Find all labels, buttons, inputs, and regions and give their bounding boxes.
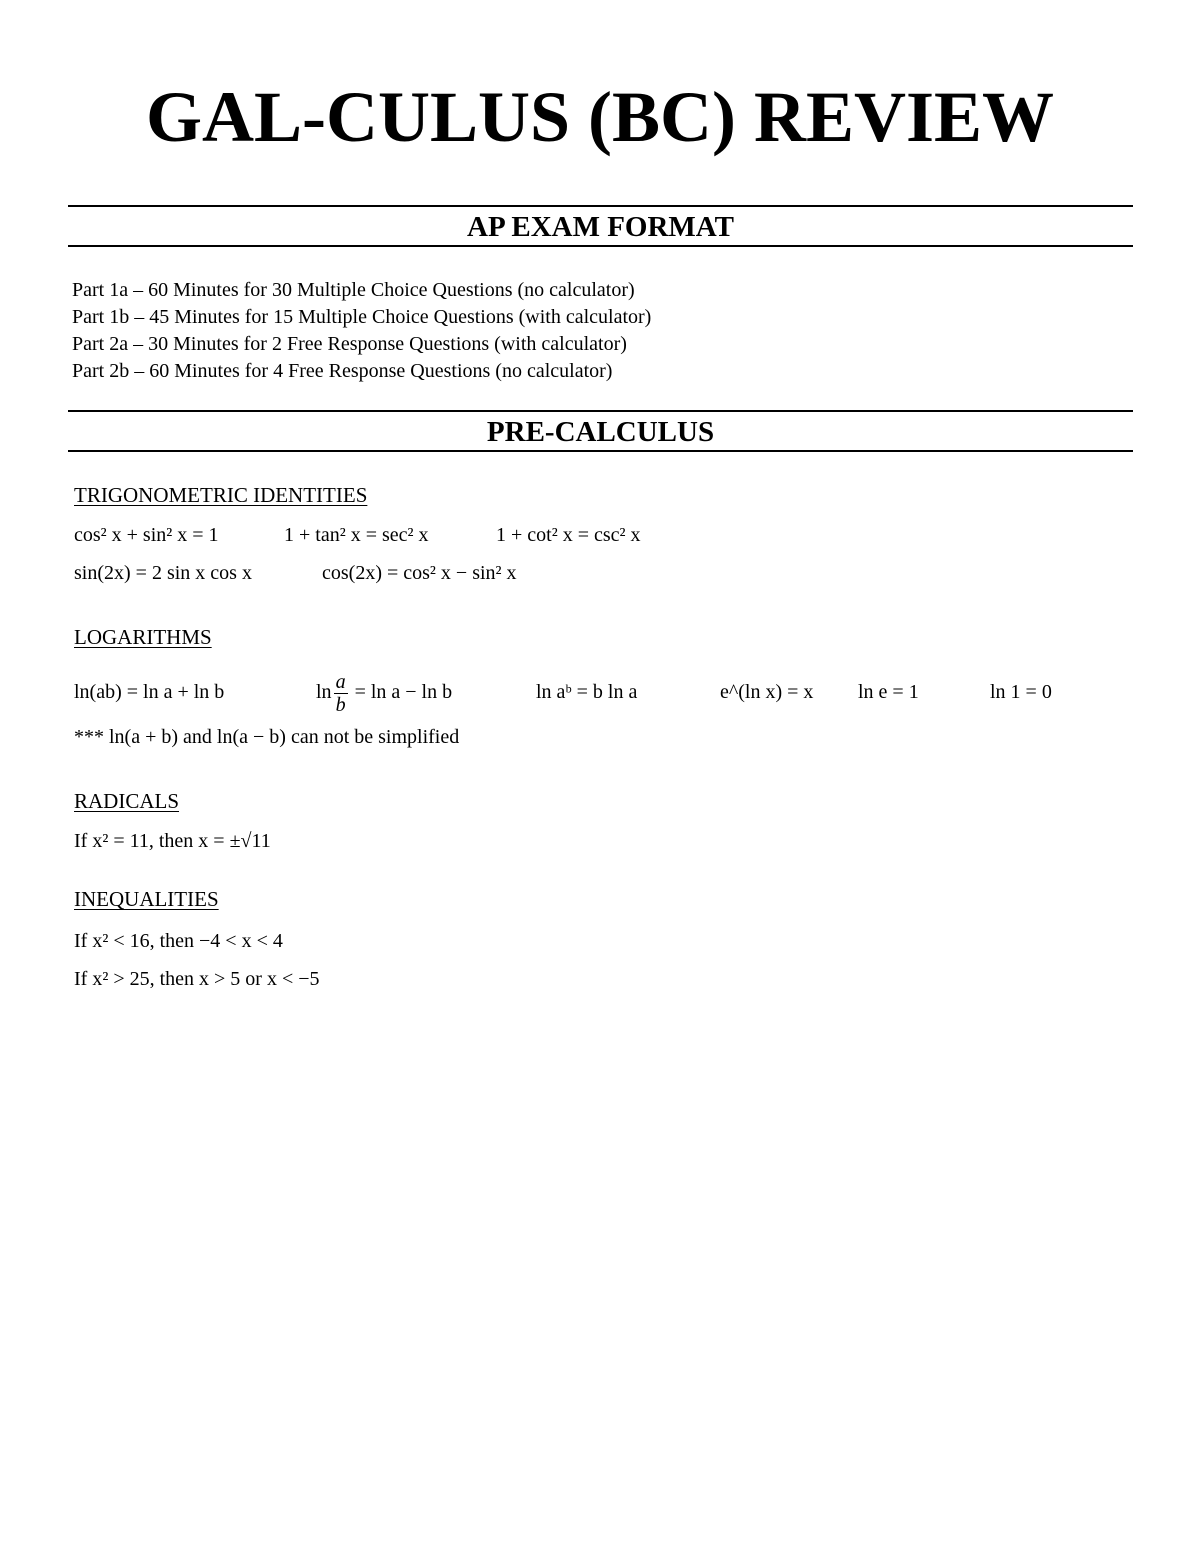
page-title: GAL-CULUS (BC) REVIEW	[145, 77, 1055, 157]
log-power-rule: ln aᵇ = b ln a	[536, 681, 638, 703]
subheading-inequalities: INEQUALITIES	[74, 887, 219, 911]
list-item: Part 2a – 30 Minutes for 2 Free Response Questions (with calculator)	[72, 333, 627, 355]
tan-sec-identity: 1 + tan² x = sec² x	[284, 524, 429, 546]
double-angle-cos: cos(2x) = cos² x − sin² x	[322, 562, 517, 584]
log-quotient-suffix: = ln a − ln b	[354, 681, 453, 703]
ln-one-equals-zero: ln 1 = 0	[990, 681, 1052, 703]
fraction-numerator: a	[335, 670, 346, 693]
exam-format-list	[72, 277, 651, 385]
list-item: Part 1a – 60 Minutes for 30 Multiple Choice Questions (no calculator)	[72, 279, 635, 301]
list-item: Part 2b – 60 Minutes for 4 Free Response Questions (no calculator)	[72, 360, 613, 382]
subheading-trig-identities: TRIGONOMETRIC IDENTITIES	[74, 483, 368, 507]
double-angle-sin: sin(2x) = 2 sin x cos x	[74, 562, 252, 584]
log-quotient-prefix: ln	[316, 681, 332, 703]
section-heading-exam-format: AP EXAM FORMAT	[68, 205, 1133, 247]
log-product-rule: ln(ab) = ln a + ln b	[74, 681, 225, 703]
pythagorean-identity: cos² x + sin² x = 1	[74, 524, 219, 546]
log-quotient-rule	[316, 670, 452, 716]
subheading-logarithms: LOGARITHMS	[74, 625, 212, 649]
radical-example: If x² = 11, then x = ±√11	[74, 830, 271, 852]
subheading-radicals: RADICALS	[74, 789, 180, 813]
log-sum-note: *** ln(a + b) and ln(a − b) can not be simplified	[74, 726, 460, 748]
inequality-less-than: If x² < 16, then −4 < x < 4	[74, 930, 283, 952]
inequality-greater-than: If x² > 25, then x > 5 or x < −5	[74, 968, 320, 990]
ln-e-equals-one: ln e = 1	[858, 681, 919, 703]
exp-log-inverse: e^(ln x) = x	[720, 681, 814, 703]
section-heading-precalculus: PRE-CALCULUS	[68, 410, 1133, 452]
fraction-denominator: b	[335, 693, 346, 716]
cot-csc-identity: 1 + cot² x = csc² x	[496, 524, 641, 546]
fraction-a-over-b	[334, 671, 348, 716]
list-item: Part 1b – 45 Minutes for 15 Multiple Choice Questions (with calculator)	[72, 306, 652, 328]
